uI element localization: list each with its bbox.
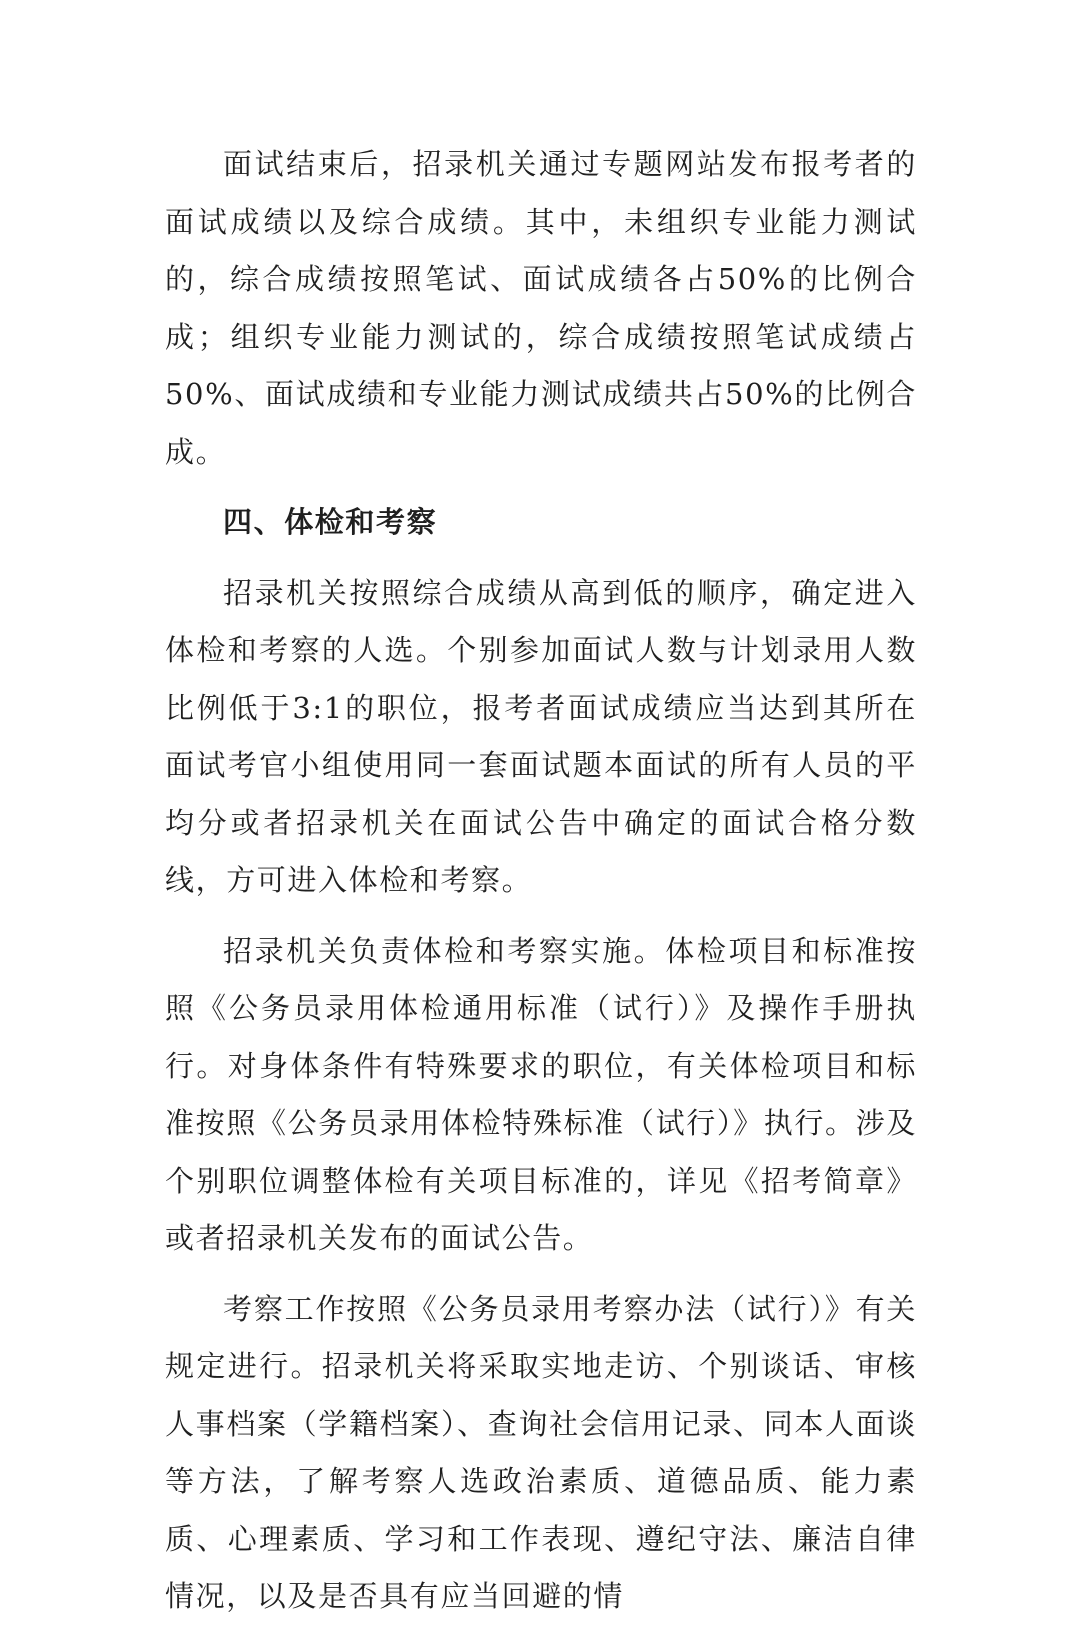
paragraph-interview-results: 面试结束后，招录机关通过专题网站发布报考者的面试成绩以及综合成绩。其中，未组织专业能力测试的，综合成绩按照笔试、面试成绩各占50%的比例合成；组织专业能力测试的，综合成绩按照笔试成绩占50%、面试成绩和专业能力测试成绩共占50%的比例合成。: [165, 147, 917, 469]
paragraph-inspection-procedure: 考察工作按照《公务员录用考察办法（试行）》有关规定进行。招录机关将采取实地走访、个别谈话、审核人事档案（学籍档案）、查询社会信用记录、同本人面谈等方法，了解考察人选政治素质、道德品质、能力素质、心理素质、学习和工作表现、遵纪守法、廉洁自律情况，以及是否具有应当回避的情: [165, 1291, 917, 1613]
paragraph-candidate-selection: 招录机关按照综合成绩从高到低的顺序，确定进入体检和考察的人选。个别参加面试人数与计划录用人数比例低于3:1的职位，报考者面试成绩应当达到其所在面试考官小组使用同一套面试题本面试的所有人员的平均分或者招录机关在面试公告中确定的面试合格分数线，方可进入体检和考察。: [165, 575, 917, 897]
paragraph-physical-exam-standards: 招录机关负责体检和考察实施。体检项目和标准按照《公务员录用体检通用标准（试行）》及操作手册执行。对身体条件有特殊要求的职位，有关体检项目和标准按照《公务员录用体检特殊标准（试行）》执行。涉及个别职位调整体检有关项目标准的，详见《招考简章》或者招录机关发布的面试公告。: [165, 933, 917, 1255]
document-body: [165, 136, 917, 1639]
section-heading-physical-exam-and-inspection: 四、体检和考察: [223, 505, 438, 539]
